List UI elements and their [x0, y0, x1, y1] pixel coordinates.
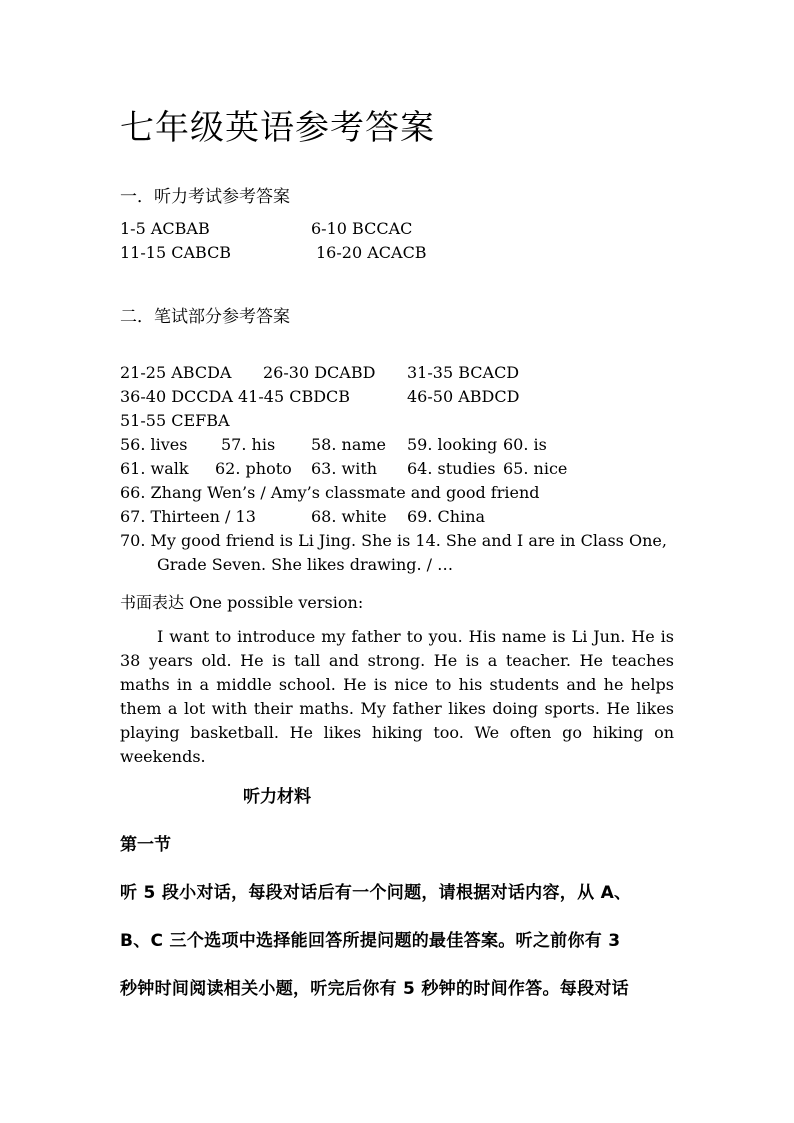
answer-item: 68. white: [311, 507, 387, 526]
answer-item: 63. with: [311, 459, 378, 478]
answer-item: 65. nice: [503, 459, 568, 478]
answer-group: 16-20 ACACB: [316, 243, 427, 262]
answer-group: 6-10 BCCAC: [311, 219, 413, 238]
answer-group: 26-30 DCABD: [263, 363, 376, 382]
answer-item: 56. lives: [120, 435, 188, 454]
answer-group: 21-25 ABCDA: [120, 363, 232, 382]
answer-line: 70. My good friend is Li Jing. She is 14. She and I are in Class One,: [120, 531, 667, 550]
answer-item: 64. studies: [407, 459, 496, 478]
instruction-line: B、C 三个选项中选择能回答所提问题的最佳答案。听之前你有 3: [120, 931, 621, 951]
answer-group: 51-55 CEFBA: [120, 411, 230, 430]
answer-item: 60. is: [503, 435, 547, 454]
writing-paragraph: I want to introduce my father to you. His name is Li Jun. He is 38 years old. He is tall and strong. He is a teacher. He teaches maths in a middle school. He is nice to his students and he helps them a lot with their maths. My father likes doing sports. He likes playing basketball. He likes hiking too. We often go hiking on weekends.: [120, 627, 674, 766]
instruction-line: 秒钟时间阅读相关小题，听完后你有 5 秒钟的时间作答。每段对话: [120, 979, 629, 999]
writing-label: 书面表达 One possible version:: [120, 593, 364, 612]
answer-group: 31-35 BCACD: [407, 363, 520, 382]
page-title: 七年级英语参考答案: [120, 108, 435, 148]
answer-item: 61. walk: [120, 459, 189, 478]
answer-group: 36-40 DCCDA 41-45 CBDCB: [120, 387, 351, 406]
answer-line: 66. Zhang Wen’s / Amy’s classmate and good friend: [120, 483, 540, 502]
answer-item: 67. Thirteen / 13: [120, 507, 256, 526]
answer-item: 62. photo: [215, 459, 292, 478]
answer-item: 57. his: [221, 435, 276, 454]
answer-group: 46-50 ABDCD: [407, 387, 520, 406]
answer-line: Grade Seven. She likes drawing. / …: [157, 555, 454, 574]
instruction-line: 听 5 段小对话，每段对话后有一个问题，请根据对话内容，从 A、: [120, 883, 632, 903]
answer-item: 59. looking: [407, 435, 498, 454]
section-heading: 第一节: [120, 835, 171, 855]
written-answers-heading: 二．笔试部分参考答案: [120, 307, 290, 327]
listening-material-heading: 听力材料: [243, 787, 311, 807]
answer-group: 11-15 CABCB: [120, 243, 232, 262]
answer-item: 58. name: [311, 435, 387, 454]
answer-item: 69. China: [407, 507, 486, 526]
answer-group: 1-5 ACBAB: [120, 219, 210, 238]
listening-answers-heading: 一．听力考试参考答案: [120, 187, 290, 207]
